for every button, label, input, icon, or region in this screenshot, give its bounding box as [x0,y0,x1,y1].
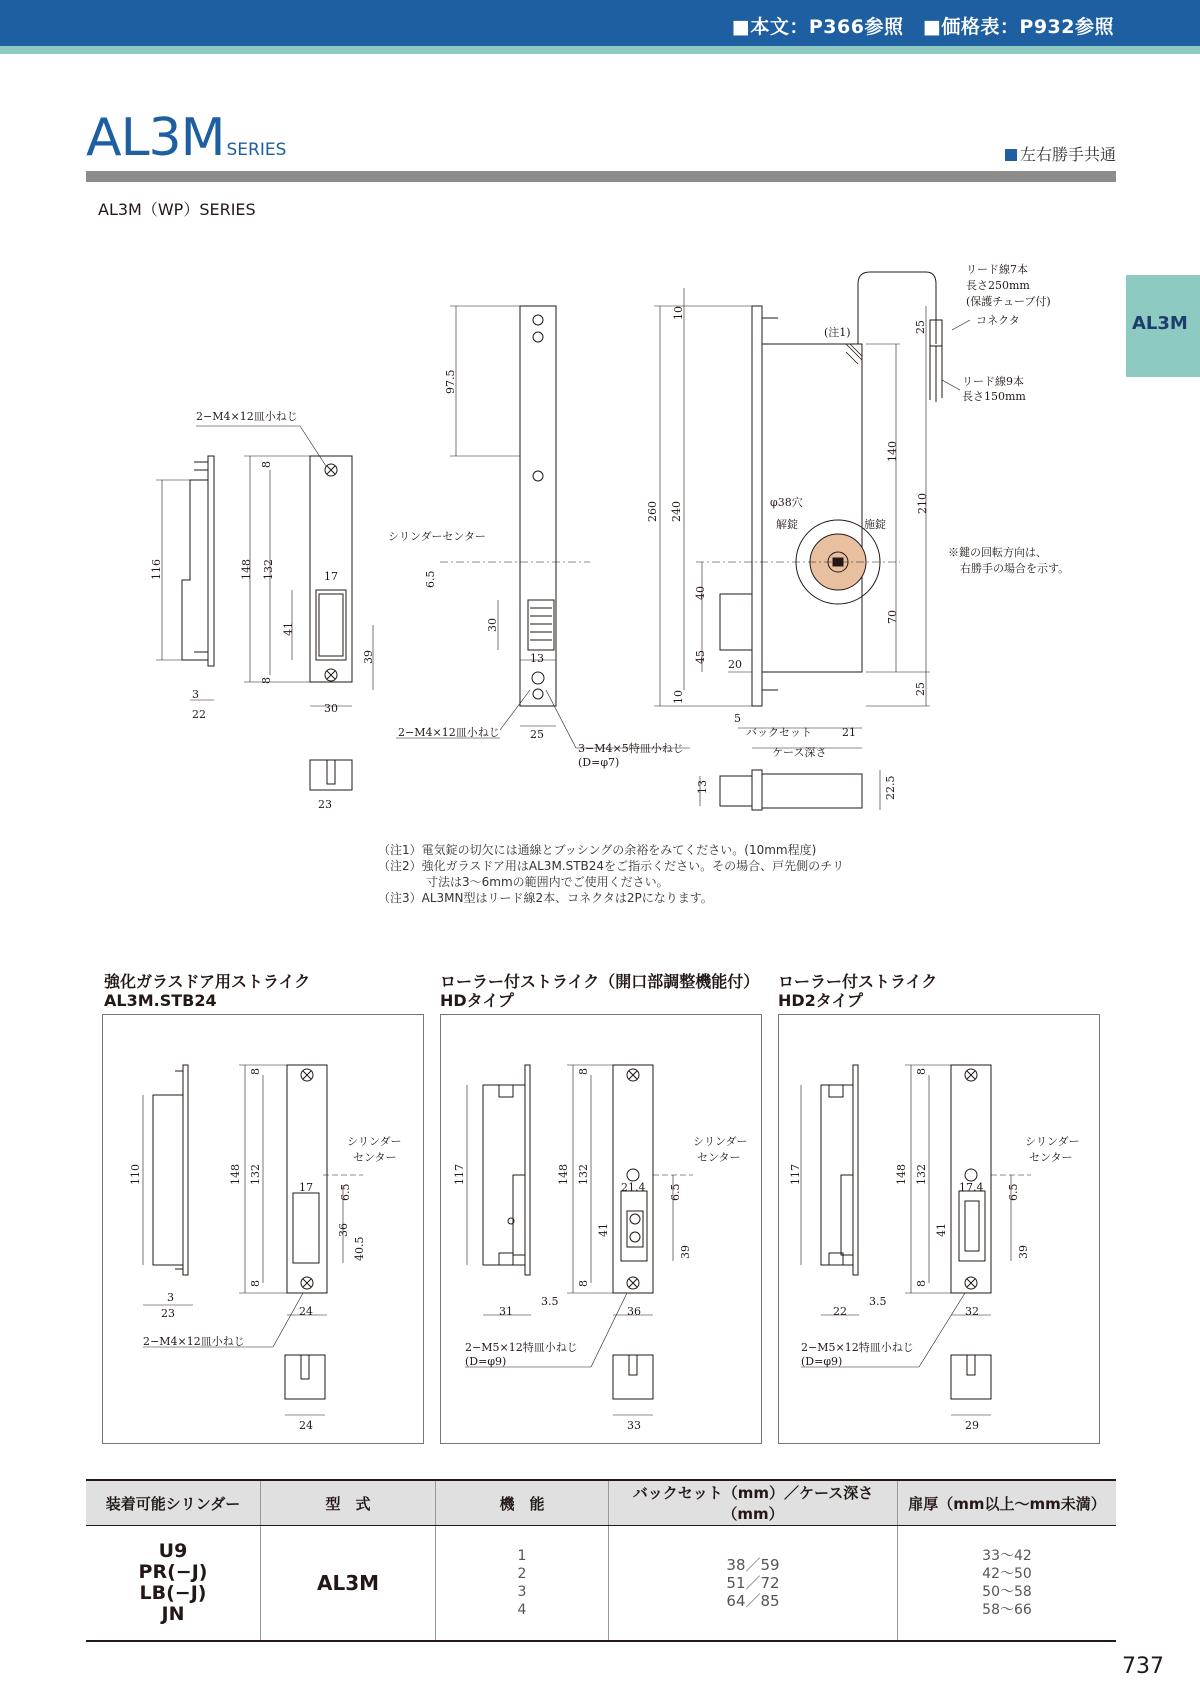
stb24-dim-24-bottom: 24 [299,1419,313,1432]
sub-series-title: AL3M（WP）SERIES [98,200,256,219]
dim-70: 70 [886,610,899,624]
note-3: （注3）AL3MN型はリード線2本、コネクタは2Pになります。 [378,891,713,905]
hd-dim-3-5: 3.5 [541,1295,559,1308]
reference-text: ■本文：P366参照 ■価格表：P932参照 [731,16,1114,38]
hd2-dim-6-5: 6.5 [1007,1183,1020,1201]
note-2-cont: 寸法は3〜6mmの範囲内でご使用ください。 [378,875,669,889]
backset-label: バックセット [746,726,812,739]
hd2-dim-height: 117 [789,1164,802,1185]
dim-39: 39 [362,650,375,664]
stb24-dim-8-bottom: 8 [249,1280,262,1287]
dim-20: 20 [728,658,742,671]
dim-21: 21 [842,726,856,739]
dim-260: 260 [646,501,659,522]
side-tab-label: AL3M [1132,313,1188,334]
stb24-dim-36: 36 [337,1223,350,1237]
stb24-dim-3: 3 [167,1291,174,1304]
lock-faceplate [520,306,556,706]
strike-panel-hd2 [778,1014,1100,1444]
case-depth-label: ケース深さ [772,746,827,759]
strike-front-opening [316,590,346,660]
notes [378,842,844,906]
strike-bottom-view [310,760,352,790]
dim-97-5: 97.5 [444,369,457,394]
dim-148: 148 [240,559,253,580]
th-door-thickness: 扉厚（mm以上〜mm未満） [898,1480,1117,1526]
dim-25: 25 [530,728,544,741]
cell-cylinders: U9 PR(−J) LB(−J) JN [86,1526,261,1642]
stb24-dim-6-5: 6.5 [339,1183,352,1201]
stb24-dim-148: 148 [229,1164,242,1185]
strike-title-hd: ローラー付ストライク（開口部調整機能付） HDタイプ [440,972,760,1010]
hd-cyl-label-2: センター [697,1151,741,1164]
lead9-label: リード線9本 [962,375,1024,388]
hd-dim-31: 31 [499,1305,513,1318]
dim-23: 23 [318,798,332,811]
dim-17: 17 [324,570,338,583]
hole-label: φ38穴 [770,496,803,509]
hd-dim-8-bottom: 8 [577,1280,590,1287]
dim-45: 45 [694,650,707,664]
cell-backsets: 38／59 51／72 64／85 [609,1526,898,1642]
rotation-note-1: ※鍵の回転方向は、 [948,546,1047,559]
spec-table-header [86,1480,1116,1526]
dim-22: 22 [192,708,206,721]
strike-title-stb24: 強化ガラスドア用ストライク AL3M.STB24 [104,972,311,1010]
strike-panel-stb24 [102,1014,424,1444]
th-cylinder: 装着可能シリンダー [86,1480,261,1526]
hd-dim-36: 36 [627,1305,641,1318]
note-2: （注2）強化ガラスドア用はAL3M.STB24をご指示ください。その場合、戸先側のチリ [378,859,845,873]
stb24-cyl-label-1: シリンダー [347,1135,402,1148]
stb24-dim-24: 24 [299,1305,313,1318]
hd2-screw-dia: (D=φ9) [801,1355,843,1368]
hd-screw-dia: (D=φ9) [465,1355,507,1368]
hd2-dim-29: 29 [965,1419,979,1432]
stb24-dim-132: 132 [249,1164,262,1185]
lead7-tube: (保護チューブ付) [966,295,1051,308]
lock-label: 施錠 [864,518,886,531]
stb24-screw-label: 2−M4×12皿小ねじ [143,1335,245,1348]
hd-dim-33: 33 [627,1419,641,1432]
lead7-length: 長さ250mm [966,279,1030,292]
strike-panel-hd [440,1014,762,1444]
handing-label: 左右勝手共通 [1005,142,1116,165]
hd2-dim-41: 41 [935,1223,948,1237]
strike-drawing-stb24 [103,1015,423,1443]
dim-6-5: 6.5 [424,570,437,588]
strike-side-faceplate [208,456,214,666]
stb24-dim-23: 23 [161,1307,175,1320]
hd2-dim-132: 132 [915,1164,928,1185]
note1-mark: (注1) [824,326,851,339]
cell-model: AL3M [261,1526,436,1642]
dim-132: 132 [262,559,275,580]
dim-30-latch: 30 [486,618,499,632]
spec-table [86,1479,1116,1642]
dim-25-bottom: 25 [914,682,927,696]
hd2-dim-22: 22 [833,1305,847,1318]
hd2-dim-8-bottom: 8 [915,1280,928,1287]
lock-side-faceplate [752,306,762,706]
hd2-dim-32: 32 [965,1305,979,1318]
dim-10-bottom: 10 [672,690,685,704]
hd2-dim-3-5: 3.5 [869,1295,887,1308]
strike-drawing-hd [441,1015,761,1443]
dim-41: 41 [282,622,295,636]
dim-210: 210 [916,493,929,514]
stb24-dim-8-top: 8 [249,1068,262,1075]
unlock-label: 解錠 [776,518,798,531]
dim-10-top: 10 [672,306,685,320]
series-suffix: SERIES [226,140,287,160]
dim-5: 5 [734,712,741,725]
connector-label: コネクタ [976,314,1020,327]
table-row [86,1526,1116,1642]
dim-8-top: 8 [260,461,273,468]
strike-side-box [182,480,208,660]
hd2-cyl-label-1: シリンダー [1025,1135,1080,1148]
hd2-dim-8-top: 8 [915,1068,928,1075]
series-name: AL3M [86,108,225,168]
hd-dim-6-5: 6.5 [669,1183,682,1201]
hd2-cyl-label-2: センター [1029,1151,1073,1164]
cell-thickness: 33〜42 42〜50 50〜58 58〜66 [898,1526,1117,1642]
stb24-dim-height: 110 [129,1164,142,1185]
rotation-note-2: 右勝手の場合を示す。 [960,562,1070,575]
lock-latch-side [720,594,752,650]
hd-dim-148: 148 [557,1164,570,1185]
dim-25-top: 25 [914,320,927,334]
page-number: 737 [1122,1654,1164,1679]
stb24-cyl-label-2: センター [353,1151,397,1164]
hd-screw-label: 2−M5×12特皿小ねじ [465,1341,578,1354]
hd-cyl-label-1: シリンダー [693,1135,748,1148]
main-drawing [0,0,1200,830]
hd2-dim-17-4: 17.4 [959,1181,984,1194]
hd-dim-21-4: 21.4 [621,1181,646,1194]
dim-8-bottom: 8 [260,677,273,684]
hd-dim-41: 41 [597,1223,610,1237]
hd2-dim-148: 148 [895,1164,908,1185]
th-backset: バックセット（mm）／ケース深さ（mm） [609,1480,898,1526]
dim-240: 240 [670,501,683,522]
hd2-screw-label: 2−M5×12特皿小ねじ [801,1341,914,1354]
hd2-dim-39: 39 [1017,1245,1030,1259]
screw-label-c-dia: (D=φ7) [578,756,620,769]
dim-13-case: 13 [696,780,709,794]
screw-label-a: 2−M4×12皿小ねじ [196,410,298,423]
strike-title-hd2: ローラー付ストライク HD2タイプ [778,972,938,1010]
dim-40: 40 [694,586,707,600]
cell-functions: 1 2 3 4 [436,1526,609,1642]
screw-label-c: 3−M4×5特皿小ねじ [578,742,684,755]
lead7-label: リード線7本 [966,263,1028,276]
dim-13: 13 [530,652,544,665]
dim-140: 140 [886,441,899,462]
hd-dim-height: 117 [453,1164,466,1185]
th-function: 機 能 [436,1480,609,1526]
stb24-dim-40-5: 40.5 [353,1236,366,1261]
cylinder-center-label: シリンダーセンター [388,530,486,543]
hd-dim-132: 132 [577,1164,590,1185]
hd-dim-8-top: 8 [577,1068,590,1075]
screw-label-b: 2−M4×12皿小ねじ [398,726,500,739]
lead9-length: 長さ150mm [962,390,1026,403]
note-1: （注1）電気錠の切欠には通線とブッシングの余裕をみてください。(10mm程度) [378,843,817,857]
dim-3: 3 [192,688,199,701]
case-bottom-view [762,774,862,808]
hd-dim-39: 39 [679,1245,692,1259]
stb24-dim-17: 17 [299,1181,313,1194]
th-model: 型 式 [261,1480,436,1526]
dim-116: 116 [150,559,163,580]
strike-drawing-hd2 [779,1015,1099,1443]
dim-30: 30 [324,702,338,715]
dim-22-5: 22.5 [884,775,897,800]
